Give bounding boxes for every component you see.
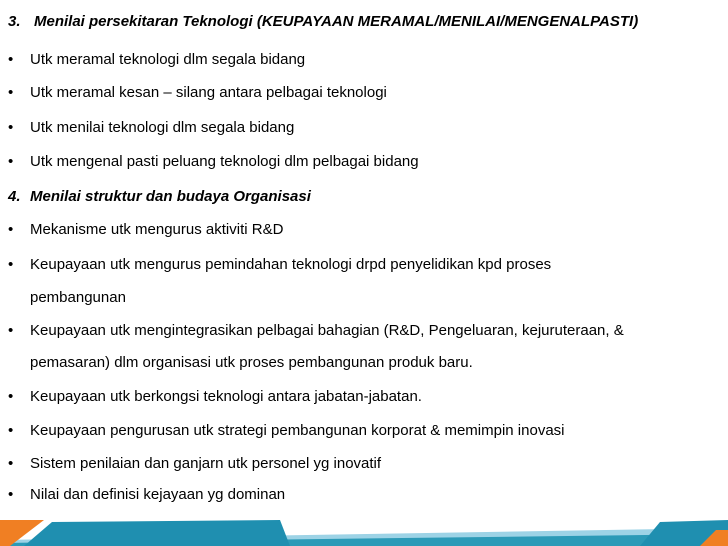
list-item-text: Keupayaan utk berkongsi teknologi antara jabatan-jabatan.	[30, 388, 422, 405]
list-item	[8, 321, 624, 341]
list-item	[8, 421, 565, 441]
section-4-title: Menilai struktur dan budaya Organisasi	[30, 188, 311, 205]
list-item-continuation	[8, 288, 126, 308]
bullet-icon: •	[8, 422, 14, 439]
bullet-icon: •	[8, 153, 14, 170]
list-item	[8, 118, 294, 138]
list-item-text: Mekanisme utk mengurus aktiviti R&D	[30, 221, 284, 238]
list-item-text: Utk meramal teknologi dlm segala bidang	[30, 51, 306, 68]
list-item-text: Utk menilai teknologi dlm segala bidang	[30, 119, 295, 136]
list-item-text: pemasaran) dlm organisasi utk proses pembangunan produk baru.	[30, 354, 473, 371]
list-item-text: pembangunan	[30, 289, 126, 306]
bullet-icon: •	[8, 455, 14, 472]
list-item-text: Utk meramal kesan – silang antara pelbagai teknologi	[30, 84, 387, 101]
list-item-continuation	[8, 353, 473, 373]
bullet-icon: •	[8, 322, 14, 339]
list-item	[8, 255, 551, 275]
list-item-text: Keupayaan utk mengurus pemindahan teknologi drpd penyelidikan kpd proses	[30, 256, 552, 273]
list-item-text: Keupayaan pengurusan utk strategi pembangunan korporat & memimpin inovasi	[30, 422, 565, 439]
list-item-text: Utk mengenal pasti peluang teknologi dlm pelbagai bidang	[30, 153, 419, 170]
section-3	[8, 12, 720, 182]
section-3-heading	[8, 12, 638, 32]
list-item-text: Keupayaan utk mengintegrasikan pelbagai bahagian (R&D, Pengeluaran, kejuruteraan, &	[30, 322, 624, 339]
section-3-title: Menilai persekitaran Teknologi (KEUPAYAAN MERAMAL/MENILAI/MENGENALPASTI)	[34, 13, 639, 30]
bullet-icon: •	[8, 486, 14, 503]
list-item	[8, 485, 285, 505]
list-item-text: Nilai dan definisi kejayaan yg dominan	[30, 486, 286, 503]
list-item	[8, 454, 381, 474]
list-item	[8, 83, 387, 103]
bullet-icon: •	[8, 221, 14, 238]
list-item	[8, 50, 305, 70]
list-item	[8, 152, 419, 172]
footer-decoration	[0, 510, 728, 546]
section-4-number: 4.	[8, 188, 21, 205]
list-item	[8, 220, 283, 240]
bullet-icon: •	[8, 119, 14, 136]
list-item-text: Sistem penilaian dan ganjarn utk personel yg inovatif	[30, 455, 382, 472]
bullet-icon: •	[8, 388, 14, 405]
section-4	[8, 187, 720, 507]
bullet-icon: •	[8, 51, 14, 68]
list-item	[8, 387, 422, 407]
footer-band-graphic	[0, 510, 728, 546]
bullet-icon: •	[8, 84, 14, 101]
section-3-number: 3.	[8, 13, 21, 30]
footer-blue-wedge	[24, 520, 290, 546]
bullet-icon: •	[8, 256, 14, 273]
section-4-heading	[8, 187, 311, 207]
